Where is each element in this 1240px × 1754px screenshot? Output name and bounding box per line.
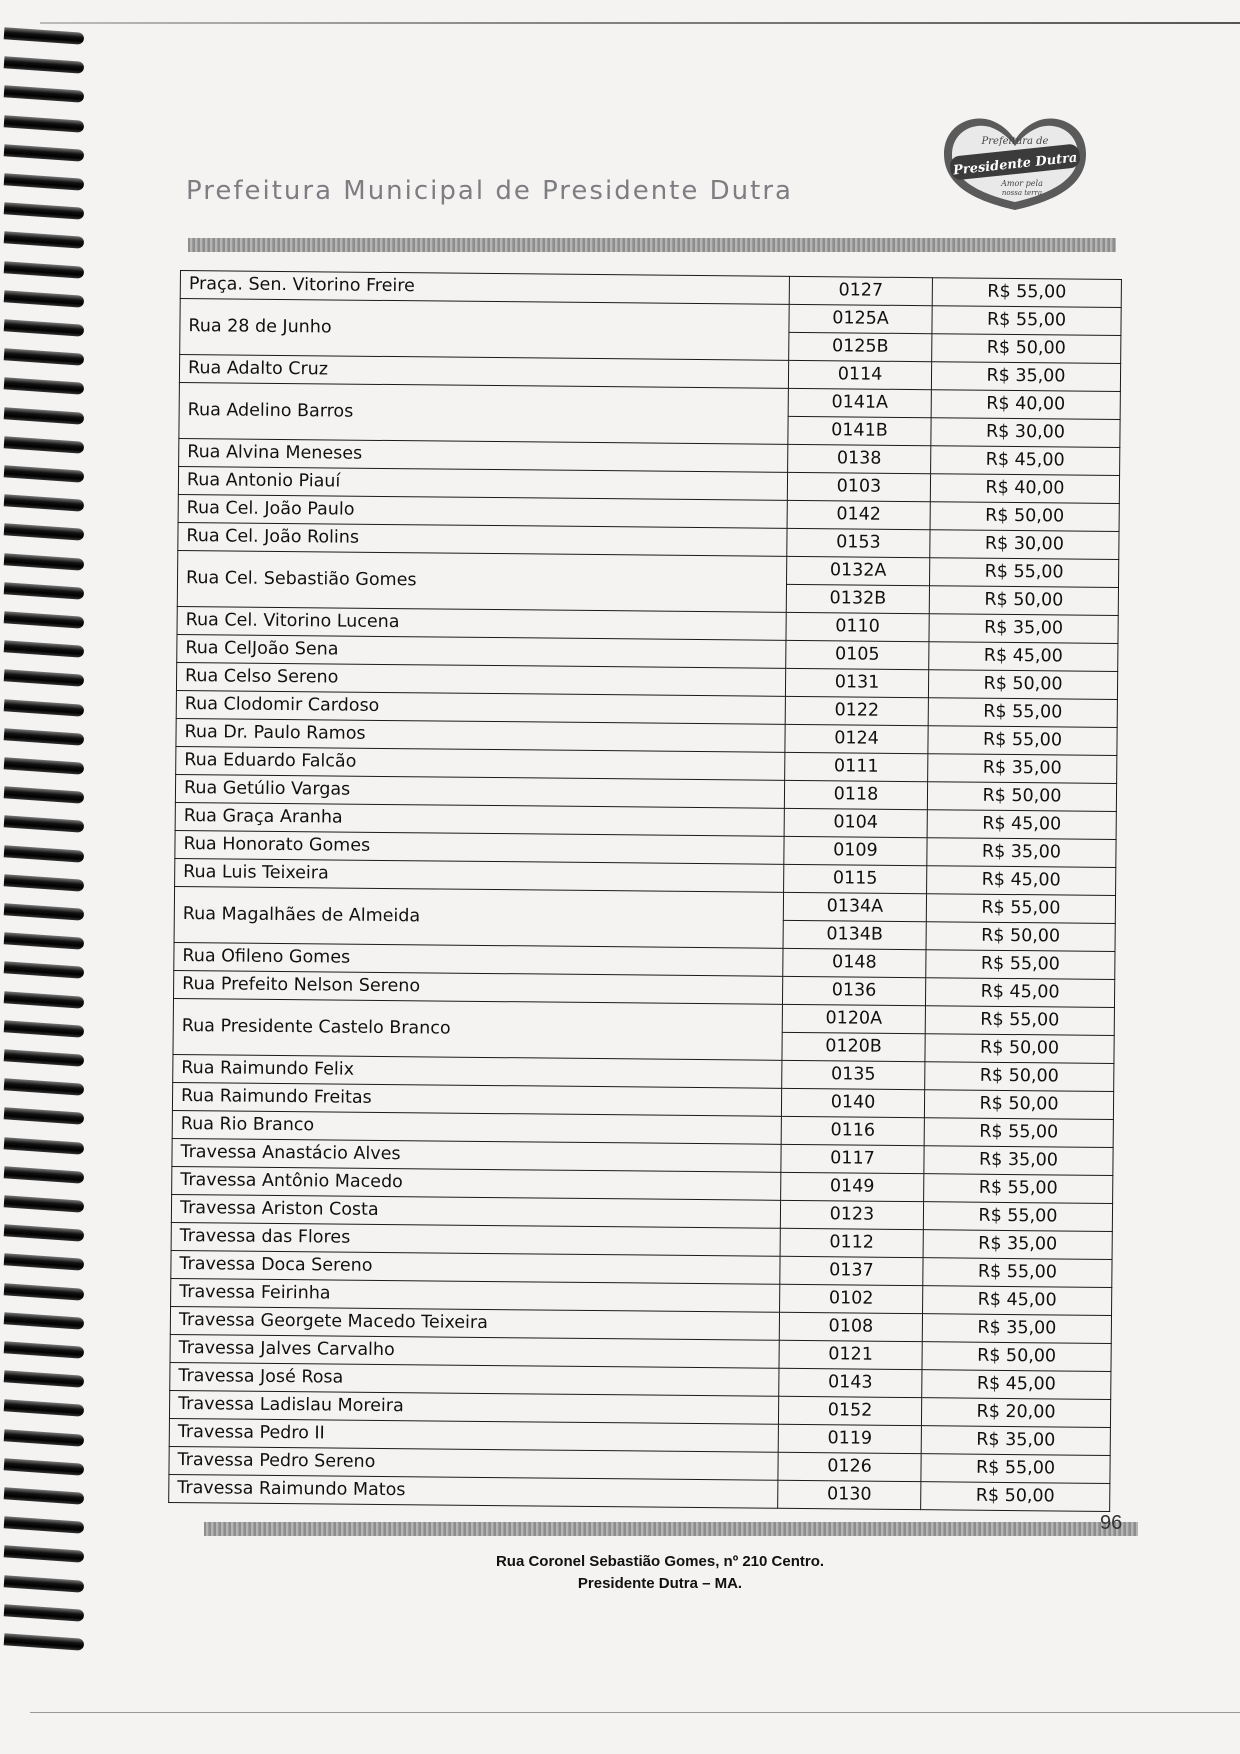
street-price: R$ 55,00	[928, 698, 1117, 728]
street-price: R$ 55,00	[923, 1202, 1112, 1232]
street-price-table	[168, 270, 1122, 1512]
street-name: Rua Magalhães de Almeida	[174, 886, 784, 948]
street-name: Travessa Jalves Carvalho	[170, 1334, 779, 1368]
street-code: 0141A	[788, 388, 931, 417]
street-code: 0120B	[782, 1032, 925, 1061]
street-code: 0137	[780, 1256, 923, 1285]
street-code: 0130	[778, 1480, 921, 1509]
street-name: Rua Adalto Cruz	[179, 355, 788, 389]
binding-loop	[4, 786, 85, 804]
street-code: 0138	[788, 444, 931, 473]
binding-loop	[4, 1370, 85, 1388]
street-price: R$ 55,00	[923, 1258, 1112, 1288]
binding-loop	[4, 378, 85, 396]
binding-loop	[4, 1604, 85, 1622]
street-price: R$ 55,00	[926, 894, 1115, 924]
street-name: Travessa José Rosa	[170, 1362, 779, 1396]
street-code: 0126	[778, 1452, 921, 1481]
street-name: Rua Eduardo Falcão	[176, 746, 785, 780]
header-divider	[188, 238, 1116, 252]
street-code: 0115	[784, 864, 927, 893]
street-price: R$ 50,00	[932, 334, 1121, 364]
street-name: Travessa Pedro Sereno	[169, 1446, 778, 1480]
binding-loop	[4, 962, 85, 980]
binding-loop	[4, 845, 85, 863]
binding-loop	[4, 494, 85, 512]
street-price: R$ 55,00	[924, 1174, 1113, 1204]
street-price: R$ 35,00	[928, 754, 1117, 784]
binding-loop	[4, 261, 85, 279]
street-price: R$ 50,00	[927, 782, 1116, 812]
binding-loop	[4, 1137, 85, 1155]
street-code: 0111	[785, 752, 928, 781]
street-code: 0105	[786, 640, 929, 669]
street-code: 0112	[780, 1228, 923, 1257]
binding-loop	[4, 932, 85, 950]
street-price: R$ 30,00	[930, 530, 1119, 560]
street-name: Rua Ofileno Gomes	[174, 942, 783, 976]
street-code: 0114	[788, 360, 931, 389]
street-code: 0127	[789, 276, 932, 305]
street-code: 0124	[785, 724, 928, 753]
street-name: Rua CelJoão Sena	[177, 634, 786, 668]
binding-loop	[4, 407, 85, 425]
street-name: Travessa Antônio Macedo	[172, 1166, 781, 1200]
street-name: Travessa Feirinha	[171, 1278, 780, 1312]
street-code: 0102	[780, 1284, 923, 1313]
street-price: R$ 35,00	[931, 362, 1120, 392]
street-name: Rua Raimundo Felix	[173, 1054, 782, 1088]
binding-loop	[4, 524, 85, 542]
binding-loop	[4, 728, 85, 746]
footer-city: Presidente Dutra – MA.	[577, 1575, 743, 1592]
binding-loop	[4, 1254, 85, 1272]
street-price: R$ 50,00	[925, 1062, 1114, 1092]
logo-text-top: Prefeitura de	[981, 136, 1049, 147]
binding-loop	[4, 144, 85, 162]
street-name: Rua Honorato Gomes	[175, 830, 784, 864]
street-price: R$ 50,00	[924, 1090, 1113, 1120]
binding-loop	[4, 640, 85, 658]
street-code: 0148	[783, 948, 926, 977]
street-name: Travessa Anastácio Alves	[172, 1138, 781, 1172]
binding-loop	[4, 436, 85, 454]
binding-loop	[4, 1283, 85, 1301]
municipality-logo	[940, 110, 1090, 218]
page-number: 96	[1100, 1512, 1123, 1534]
street-price: R$ 55,00	[930, 558, 1119, 588]
binding-loop	[4, 816, 85, 834]
page-edge	[40, 22, 1240, 24]
footer-address: Rua Coronel Sebastião Gomes, nº 210 Centro.	[495, 1553, 825, 1570]
binding-loop	[4, 1224, 85, 1242]
street-code: 0117	[781, 1144, 924, 1173]
street-name: Rua Cel. Sebastião Gomes	[177, 550, 787, 612]
street-code: 0153	[787, 528, 930, 557]
street-price: R$ 35,00	[924, 1146, 1113, 1176]
binding-loop	[4, 1049, 85, 1067]
street-code: 0134A	[783, 892, 926, 921]
binding-loop	[4, 553, 85, 571]
binding-loop	[4, 1487, 85, 1505]
binding-loop	[4, 232, 85, 250]
street-price: R$ 40,00	[931, 390, 1120, 420]
street-name: Rua Adelino Barros	[179, 382, 789, 444]
street-name: Travessa Pedro II	[169, 1418, 778, 1452]
street-name: Travessa Doca Sereno	[171, 1250, 780, 1284]
street-code: 0110	[786, 612, 929, 641]
logo-text-main: Presidente Dutra	[952, 150, 1079, 179]
binding-loop	[4, 1516, 85, 1534]
street-price: R$ 50,00	[930, 502, 1119, 532]
street-code: 0141B	[788, 416, 931, 445]
street-price: R$ 50,00	[922, 1342, 1111, 1372]
street-price: R$ 30,00	[931, 418, 1120, 448]
street-code: 0135	[782, 1060, 925, 1089]
binding-loop	[4, 1020, 85, 1038]
logo-text-motto-1: Amor pela	[1001, 179, 1043, 188]
street-name: Rua Graça Aranha	[175, 802, 784, 836]
street-name: Rua Cel. João Paulo	[178, 494, 787, 528]
binding-loop	[4, 1195, 85, 1213]
binding-loop	[4, 56, 85, 74]
street-price: R$ 55,00	[932, 306, 1121, 336]
binding-loop	[4, 465, 85, 483]
binding-loop	[4, 874, 85, 892]
footer-divider	[204, 1522, 1138, 1536]
street-price: R$ 55,00	[932, 278, 1121, 308]
street-code: 0103	[787, 472, 930, 501]
street-price: R$ 20,00	[921, 1398, 1110, 1428]
street-code: 0116	[781, 1116, 924, 1145]
street-name: Rua Presidente Castelo Branco	[173, 998, 783, 1060]
binding-loop	[4, 991, 85, 1009]
street-price: R$ 55,00	[926, 950, 1115, 980]
street-price: R$ 55,00	[924, 1118, 1113, 1148]
street-code: 0132B	[786, 584, 929, 613]
binding-loop	[4, 582, 85, 600]
binding-loop	[4, 1341, 85, 1359]
street-price: R$ 50,00	[928, 670, 1117, 700]
binding-loop	[4, 670, 85, 688]
street-code: 0140	[781, 1088, 924, 1117]
street-name: Rua Antonio Piauí	[178, 466, 787, 500]
street-code: 0136	[782, 976, 925, 1005]
street-price: R$ 35,00	[922, 1314, 1111, 1344]
binding-loop	[4, 290, 85, 308]
street-code: 0134B	[783, 920, 926, 949]
binding-loop	[4, 348, 85, 366]
street-price: R$ 35,00	[923, 1230, 1112, 1260]
street-name: Rua Prefeito Nelson Sereno	[174, 970, 783, 1004]
street-code: 0131	[785, 668, 928, 697]
street-name: Rua Raimundo Freitas	[172, 1082, 781, 1116]
street-name: Rua Dr. Paulo Ramos	[176, 718, 785, 752]
street-name: Travessa Raimundo Matos	[169, 1474, 778, 1508]
street-code: 0152	[778, 1396, 921, 1425]
street-price: R$ 35,00	[929, 614, 1118, 644]
street-code: 0108	[779, 1312, 922, 1341]
street-name: Rua Rio Branco	[172, 1110, 781, 1144]
street-price: R$ 55,00	[925, 1006, 1114, 1036]
street-code: 0122	[785, 696, 928, 725]
street-code: 0120A	[782, 1004, 925, 1033]
street-code: 0132A	[787, 556, 930, 585]
binding-loop	[4, 1312, 85, 1330]
street-price: R$ 40,00	[930, 474, 1119, 504]
street-price: R$ 45,00	[927, 810, 1116, 840]
street-code: 0149	[781, 1172, 924, 1201]
binding-loop	[4, 1429, 85, 1447]
street-code: 0118	[784, 780, 927, 809]
street-price: R$ 50,00	[925, 1034, 1114, 1064]
street-price: R$ 50,00	[926, 922, 1115, 952]
binding-loop	[4, 1108, 85, 1126]
street-code: 0123	[780, 1200, 923, 1229]
street-code: 0125A	[789, 304, 932, 333]
street-price: R$ 45,00	[931, 446, 1120, 476]
street-name: Rua Celso Sereno	[176, 662, 785, 696]
binding-loop	[4, 202, 85, 220]
street-name: Travessa Ariston Costa	[171, 1194, 780, 1228]
binding-loop	[4, 1166, 85, 1184]
page-title: Prefeitura Municipal de Presidente Dutra	[186, 176, 793, 206]
street-name: Travessa Ladislau Moreira	[169, 1390, 778, 1424]
street-name: Rua Luis Teixeira	[175, 858, 784, 892]
binding-loop	[4, 1400, 85, 1418]
street-name: Rua Clodomir Cardoso	[176, 690, 785, 724]
street-code: 0142	[787, 500, 930, 529]
binding-loop	[4, 611, 85, 629]
binding-loop	[4, 1633, 85, 1651]
street-price: R$ 45,00	[927, 866, 1116, 896]
street-price: R$ 45,00	[923, 1286, 1112, 1316]
street-price: R$ 50,00	[921, 1482, 1110, 1512]
binding-loop	[4, 699, 85, 717]
logo-text-motto-2: nossa terra	[1001, 189, 1043, 197]
street-name: Rua 28 de Junho	[180, 299, 790, 361]
street-name: Rua Cel. Vitorino Lucena	[177, 606, 786, 640]
binding-loop	[4, 1458, 85, 1476]
binding-loop	[4, 27, 85, 45]
street-name: Rua Cel. João Rolins	[178, 522, 787, 556]
binding-loop	[4, 173, 85, 191]
binding-loop	[4, 757, 85, 775]
binding-loop	[4, 903, 85, 921]
street-name: Rua Getúlio Vargas	[175, 774, 784, 808]
street-code: 0143	[779, 1368, 922, 1397]
street-code: 0109	[784, 836, 927, 865]
street-code: 0125B	[789, 332, 932, 361]
street-price: R$ 35,00	[921, 1426, 1110, 1456]
street-code: 0104	[784, 808, 927, 837]
binding-loop	[4, 115, 85, 133]
street-price: R$ 45,00	[925, 978, 1114, 1008]
street-price: R$ 35,00	[927, 838, 1116, 868]
binding-loop	[4, 319, 85, 337]
street-price: R$ 55,00	[928, 726, 1117, 756]
binding-loop	[4, 86, 85, 104]
spiral-binding	[0, 30, 100, 1690]
page-edge	[30, 1712, 1240, 1713]
street-name: Travessa das Flores	[171, 1222, 780, 1256]
street-price: R$ 50,00	[929, 586, 1118, 616]
street-name: Praça. Sen. Vitorino Freire	[180, 271, 789, 305]
street-price: R$ 45,00	[922, 1370, 1111, 1400]
street-code: 0119	[778, 1424, 921, 1453]
binding-loop	[4, 1078, 85, 1096]
street-name: Travessa Georgete Macedo Teixeira	[170, 1306, 779, 1340]
street-name: Rua Alvina Meneses	[179, 438, 788, 472]
street-price: R$ 55,00	[921, 1454, 1110, 1484]
street-price: R$ 45,00	[929, 642, 1118, 672]
street-code: 0121	[779, 1340, 922, 1369]
